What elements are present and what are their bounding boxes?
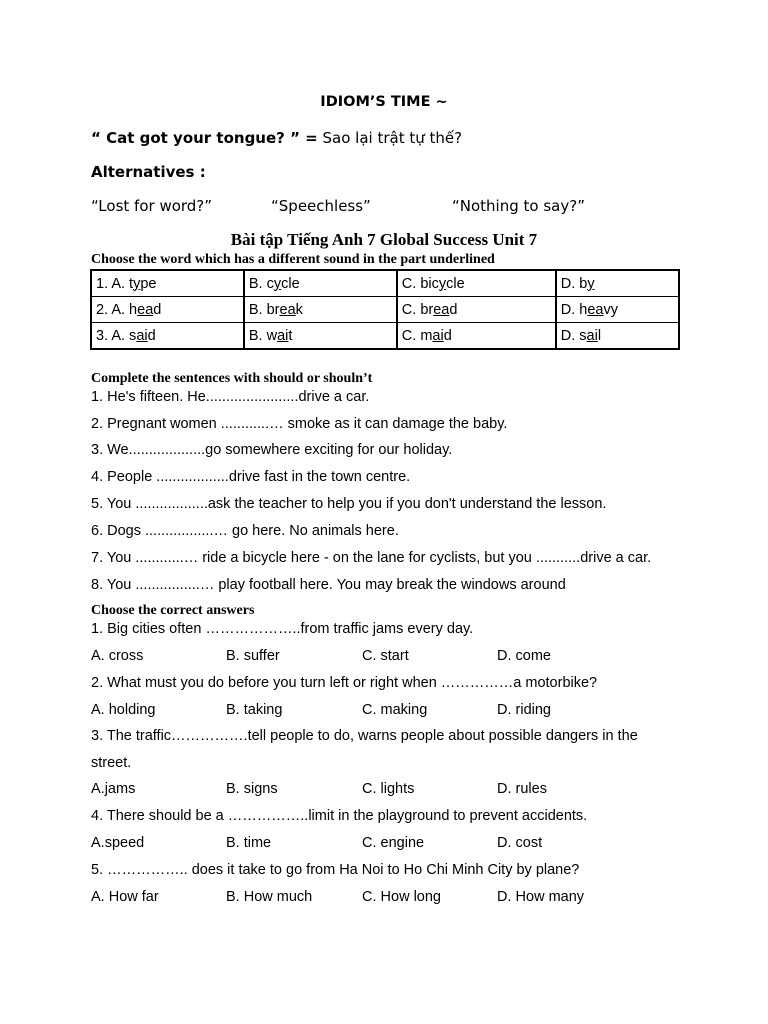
underlined-sound: ea — [587, 301, 604, 318]
word-part: d — [147, 327, 156, 344]
word-part: D. h — [560, 301, 588, 318]
q1-option-d: D. come — [497, 648, 551, 664]
q5-option-b: B. How much — [226, 889, 313, 905]
underlined-sound: ai — [277, 327, 289, 344]
table-cell — [244, 297, 397, 323]
section2-title: Complete the sentences with should or shouln’t — [91, 371, 373, 386]
table-cell — [244, 270, 397, 297]
sentence-6: 6. Dogs .................… go here. No animals here. — [91, 523, 399, 539]
table-cell — [397, 323, 556, 350]
word-part: C. m — [401, 327, 433, 344]
q2-option-d: D. riding — [497, 702, 551, 718]
word-part: B. w — [248, 327, 278, 344]
q3-option-d: D. rules — [497, 781, 547, 797]
worksheet-title: Bài tập Tiếng Anh 7 Global Success Unit 7 — [230, 230, 538, 249]
alternative-3: “Nothing to say?” — [452, 197, 585, 215]
word-part: 2. A. h — [96, 301, 138, 318]
word-part: pe — [140, 275, 157, 292]
table-row — [91, 323, 679, 350]
word-part: t — [288, 327, 293, 344]
word-part: l — [597, 327, 602, 344]
word-part: B. br — [248, 301, 280, 318]
q2-option-b: B. taking — [226, 702, 283, 718]
q3-option-a: A.jams — [91, 781, 136, 797]
table-cell — [91, 270, 244, 297]
table-cell — [244, 323, 397, 350]
sentence-3: 3. We...................go somewhere exciting for our holiday. — [91, 442, 453, 458]
underlined-sound: y — [273, 275, 282, 292]
question-5: 5. …………….. does it take to go from Ha Noi to Ho Chi Minh City by plane? — [91, 862, 580, 878]
idiom-line — [91, 129, 462, 147]
word-part: cle — [281, 275, 300, 292]
word-part: vy — [603, 301, 618, 318]
sentence-7: 7. You ............… ride a bicycle here - on the lane for cyclists, but you ...........drive a car. — [91, 550, 652, 566]
table-row — [91, 270, 679, 297]
underlined-sound: y — [133, 275, 141, 292]
word-part: d — [449, 301, 458, 318]
alternative-1: “Lost for word?” — [91, 197, 213, 215]
alternative-2: “Speechless” — [271, 197, 371, 215]
word-part: C. br — [401, 301, 434, 318]
q4-option-c: C. engine — [362, 835, 425, 851]
word-part: C. bic — [401, 275, 439, 292]
underlined-sound: y — [587, 275, 595, 292]
underlined-sound: y — [438, 275, 447, 292]
q3-option-c: C. lights — [362, 781, 415, 797]
underlined-sound: ai — [432, 327, 444, 344]
q4-option-d: D. cost — [497, 835, 543, 851]
q4-option-b: B. time — [226, 835, 272, 851]
idiom-title: IDIOM’S TIME ~ — [320, 94, 448, 110]
sentence-2: 2. Pregnant women ............… smoke as it can damage the baby. — [91, 416, 508, 432]
q3-option-b: B. signs — [226, 781, 278, 797]
sentence-8: 8. You ................… play football here. You may break the windows around — [91, 577, 566, 593]
table-cell — [91, 297, 244, 323]
q1-option-a: A. cross — [91, 648, 144, 664]
word-part: D. b — [560, 275, 588, 292]
word-part: d — [153, 301, 162, 318]
q1-option-b: B. suffer — [226, 648, 280, 664]
q5-option-a: A. How far — [91, 889, 159, 905]
sentence-4: 4. People ..................drive fast in the town centre. — [91, 469, 411, 485]
table-row — [91, 297, 679, 323]
word-part: cle — [446, 275, 465, 292]
sentence-1: 1. He's fifteen. He.......................drive a car. — [91, 389, 370, 405]
underlined-sound: ea — [433, 301, 450, 318]
underlined-sound: ai — [586, 327, 598, 344]
table-cell — [91, 323, 244, 350]
table-cell — [556, 270, 679, 297]
section1-title: Choose the word which has a different sound in the part underlined — [91, 252, 495, 267]
table-cell — [556, 297, 679, 323]
pronunciation-table — [90, 269, 680, 350]
table-cell — [556, 323, 679, 350]
underlined-sound: ea — [137, 301, 154, 318]
question-3: 3. The traffic…………….tell people to do, warns people about possible dangers in the — [91, 728, 638, 744]
table-cell — [397, 270, 556, 297]
q1-option-c: C. start — [362, 648, 409, 664]
word-part: d — [443, 327, 452, 344]
q4-option-a: A.speed — [91, 835, 145, 851]
underlined-sound: ai — [136, 327, 148, 344]
question-1: 1. Big cities often ………………..from traffic jams every day. — [91, 621, 474, 637]
sentence-5: 5. You ..................ask the teacher to help you if you don't understand the lesson. — [91, 496, 607, 512]
q2-option-c: C. making — [362, 702, 428, 718]
idiom-phrase: “ Cat got your tongue? ” = — [91, 129, 318, 147]
word-part: k — [295, 301, 303, 318]
question-3-continued: street. — [91, 755, 132, 771]
table-cell — [397, 297, 556, 323]
word-part: B. c — [248, 275, 274, 292]
word-part: 1. A. t — [96, 275, 134, 292]
word-part: 3. A. s — [96, 327, 137, 344]
q2-option-a: A. holding — [91, 702, 156, 718]
underlined-sound: ea — [279, 301, 296, 318]
q5-option-d: D. How many — [497, 889, 585, 905]
q5-option-c: C. How long — [362, 889, 441, 905]
question-2: 2. What must you do before you turn left or right when ……………a motorbike? — [91, 675, 598, 691]
word-part: D. s — [560, 327, 587, 344]
question-4: 4. There should be a ……………..limit in the playground to prevent accidents. — [91, 808, 588, 824]
idiom-meaning: Sao lại trật tự thế? — [317, 129, 463, 147]
alternatives-label: Alternatives : — [91, 163, 206, 181]
section3-title: Choose the correct answers — [91, 603, 255, 618]
